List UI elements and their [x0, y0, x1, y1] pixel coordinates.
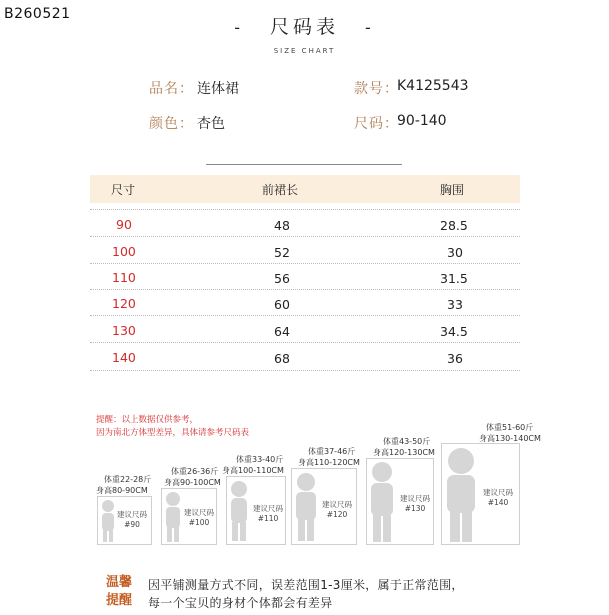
child-1-rec-label: 建议尺码 — [117, 510, 147, 519]
child-5-silhouette — [368, 460, 396, 544]
child-1-rec-size: #90 — [124, 520, 140, 529]
table-row-size: 140 — [112, 350, 136, 365]
tips-title — [106, 574, 132, 610]
tips-line-2: 每一个宝贝的身材个体都会有差异 — [148, 596, 333, 610]
row-separator — [90, 236, 520, 237]
table-row-length: 64 — [274, 324, 290, 339]
style-label: 款号： — [354, 81, 399, 97]
table-row-size: 110 — [112, 270, 136, 285]
divider — [206, 164, 402, 165]
child-1-height: 身高80-90CM — [96, 486, 148, 495]
table-row-length: 60 — [274, 297, 290, 312]
title-text: 尺码表 — [269, 16, 339, 38]
color-label: 颜色： — [149, 116, 194, 132]
header-size: 尺寸 — [111, 183, 136, 197]
child-2-weight: 体重26-36斤 — [171, 467, 219, 476]
child-4-height: 身高110-120CM — [298, 458, 360, 467]
child-2-height: 身高90-100CM — [164, 478, 221, 487]
size-label: 尺码： — [354, 116, 399, 132]
table-row-chest: 36 — [447, 351, 463, 366]
child-4-weight: 体重37-46斤 — [308, 447, 356, 456]
child-3-weight: 体重33-40斤 — [236, 455, 284, 464]
name-value: 连体裙 — [197, 81, 239, 97]
child-3-height: 身高100-110CM — [222, 466, 284, 475]
child-3-rec-label: 建议尺码 — [253, 504, 283, 513]
child-4-silhouette — [293, 471, 319, 543]
page-title — [0, 12, 609, 39]
child-6-rec-label: 建议尺码 — [483, 488, 513, 497]
child-1-weight: 体重22-28斤 — [104, 475, 152, 484]
table-row-chest: 33 — [447, 297, 463, 312]
child-6-weight: 体重51-60斤 — [486, 423, 534, 432]
table-row-chest: 34.5 — [440, 324, 468, 339]
table-row-chest: 30 — [447, 245, 463, 260]
child-4-rec-label: 建议尺码 — [322, 500, 352, 509]
child-6-silhouette — [444, 446, 478, 544]
row-separator — [90, 370, 520, 371]
table-row-length: 48 — [274, 218, 290, 233]
tips-title-line-1: 温馨 — [106, 575, 133, 590]
name-label: 品名： — [149, 81, 194, 97]
header-length: 前裙长 — [262, 183, 299, 197]
child-5-height: 身高120-130CM — [373, 448, 435, 457]
child-5-weight: 体重43-50斤 — [383, 437, 431, 446]
product-code: B260521 — [4, 6, 71, 22]
row-separator — [90, 289, 520, 290]
child-3-silhouette — [228, 479, 250, 543]
child-2-silhouette — [163, 490, 183, 544]
row-separator — [90, 263, 520, 264]
style-value: K4125543 — [397, 78, 469, 94]
size-value: 90-140 — [397, 113, 447, 129]
child-6-height: 身高130-140CM — [479, 434, 541, 443]
row-separator — [90, 315, 520, 316]
table-row-chest: 31.5 — [440, 271, 468, 286]
child-5-rec-size: #130 — [404, 504, 426, 513]
table-row-length: 56 — [274, 271, 290, 286]
child-2-rec-label: 建议尺码 — [184, 508, 214, 517]
table-row-chest: 28.5 — [440, 218, 468, 233]
child-4-rec-size: #120 — [326, 510, 348, 519]
table-row-length: 52 — [274, 245, 290, 260]
title-dash-left: - — [234, 18, 244, 37]
table-row-size: 90 — [116, 217, 132, 232]
table-row-size: 100 — [112, 244, 136, 259]
child-6-rec-size: #140 — [487, 498, 509, 507]
tips-line-1: 因平铺测量方式不同，误差范围1-3厘米，属于正常范围， — [148, 578, 464, 592]
child-5-rec-label: 建议尺码 — [400, 494, 430, 503]
row-separator — [90, 209, 520, 210]
table-row-size: 130 — [112, 323, 136, 338]
title-dash-right: - — [365, 18, 375, 37]
page-subtitle: SIZE CHART — [273, 47, 336, 55]
table-row-length: 68 — [274, 351, 290, 366]
notice-line-1: 提醒：以上数据仅供参考， — [96, 415, 199, 425]
notice-line-2: 因为南北方体型差异，具体请参考尺码表 — [96, 428, 250, 438]
color-value: 杏色 — [197, 116, 225, 132]
row-separator — [90, 342, 520, 343]
child-3-rec-size: #110 — [257, 514, 279, 523]
table-row-size: 120 — [112, 296, 136, 311]
child-2-rec-size: #100 — [188, 518, 210, 527]
header-chest: 胸围 — [440, 183, 465, 197]
tips-title-line-2: 提醒 — [106, 593, 133, 608]
